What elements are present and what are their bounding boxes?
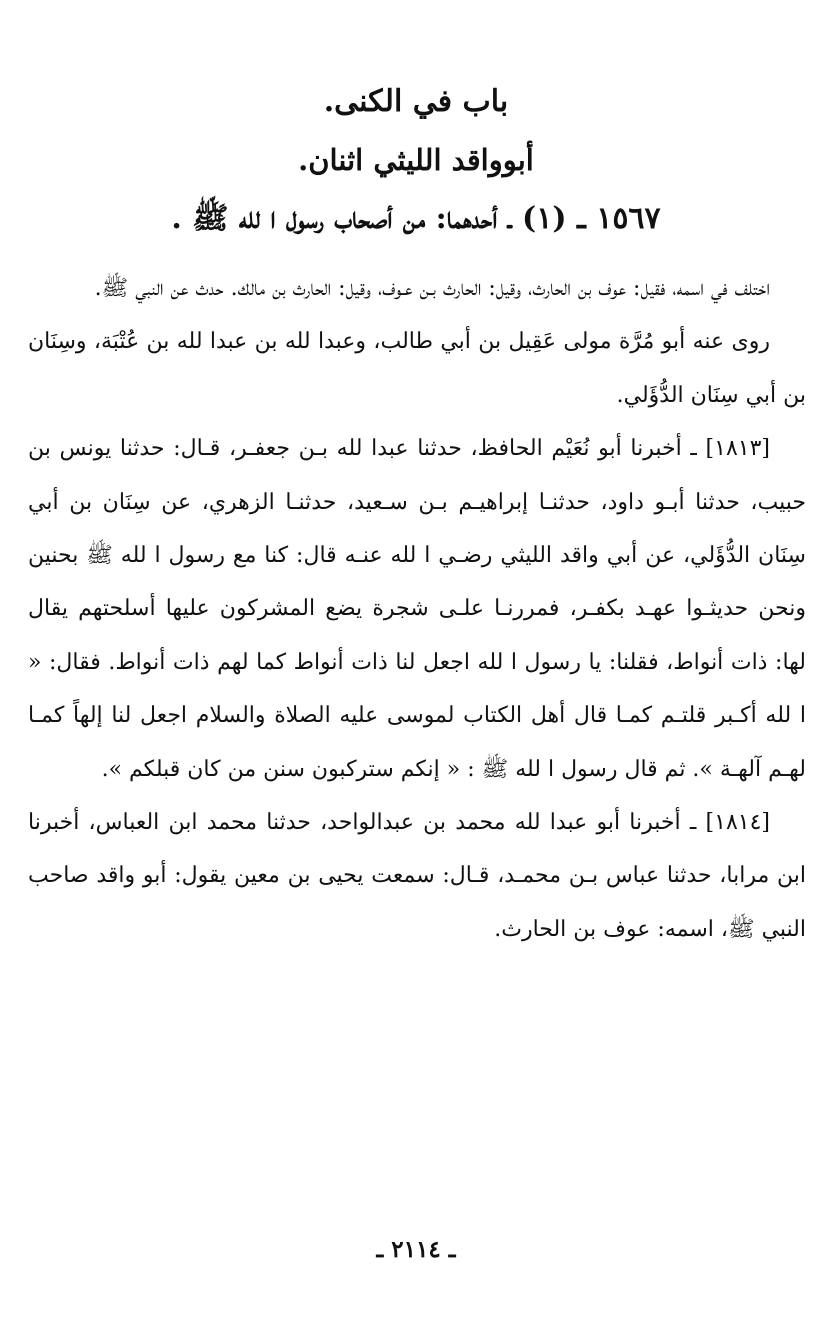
paragraph-hadith-1814: [١٨١٤] ـ أخبرنا أبو عبدا لله محمد بن عبدالواحد، حدثنا محمد ابن العباس، أخبرنا ابن مرابا، حدثنا عباس بـن محمـد، قـال: سمعت يحيى بن معين يقول: أبو واقد صاحب النبي ﷺ، اسمه: عوف بن الحارث. (28, 810, 806, 942)
paragraph-narrators: روى عنه أبو مُرَّة مولى عَقِيل بن أبي طالب، وعبدا لله بن عبدا لله بن عُتْبَة، وسِنَان بن أبي سِنَان الدُّؤَلي. (28, 329, 806, 408)
paragraph-name-dispute: اختلف في اسمه، فقيل: عوف بن الحارث، وقيل: الحارث بـن عـوف، وقيل: الحارث بن مالك. حدث عن النبي ﷺ. (94, 276, 770, 301)
paragraph-hadith-1813: [١٨١٣] ـ أخبرنا أبو نُعَيْم الحافظ، حدثنا عبدا لله بـن جعفـر، قـال: حدثنا يونس بن حبيب، حدثنا أبـو داود، حدثنـا إبراهيـم بـن سـعيد، حدثنـا الزهري، عن سِنَان بن أبي سِنَان الدُّؤَلي، عن أبي واقد الليثي رضـي ا لله عنـه قال: كنا مع رسول ا لله ﷺ بحنين ونحن حديثـوا عهـد بكفـر، فمررنـا علـى شجرة يضع المشركون عليها أسلحتهم يقال لها: ذات أنواط، فقلنا: يا رسول ا لله اجعل لنا ذات أنواط كما لهم ذات أنواط. فقال: « ا لله أكـبر قلتـم كمـا قال أهل الكتاب لموسى عليه الصلاة والسلام اجعل لنا إلهاً كمـا لهـم آلهـة ». ثم قال رسول ا لله ﷺ : « إنكم ستركبون سنن من كان قبلكم ». (28, 436, 806, 782)
entry-title: ١٥٦٧ ـ (١) ـ أحدهما: من أصحاب رسول ا لله ﷺ . (171, 201, 661, 236)
chapter-title: باب في الكنى. (323, 84, 509, 119)
page-number: ـ ٢١١٤ ـ (376, 1236, 456, 1263)
body-text (28, 262, 806, 956)
subtitle: أبوواقد الليثي اثنان. (298, 143, 534, 177)
